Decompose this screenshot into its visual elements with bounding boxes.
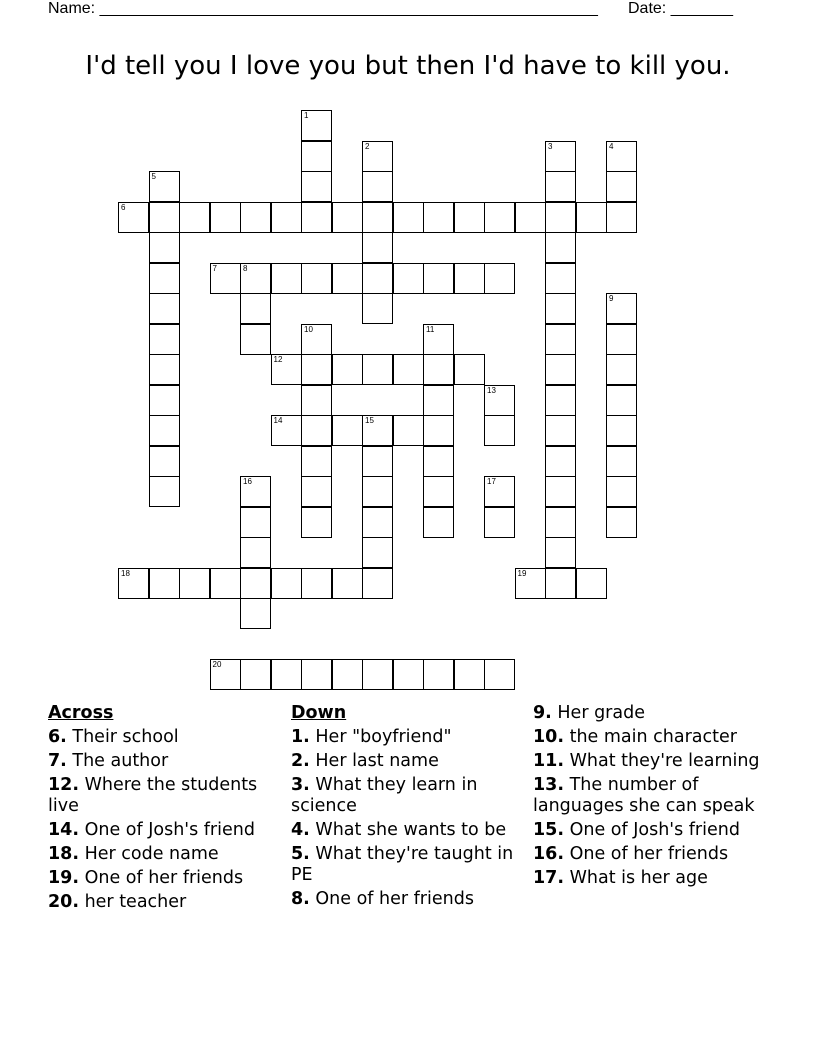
across-clue [48,844,288,865]
grid-cell[interactable] [393,415,424,446]
grid-cell[interactable] [423,263,454,294]
down-heading: Down [291,703,347,723]
clue-number: 15. [533,820,565,840]
clue-number: 11. [533,751,565,771]
grid-cell[interactable] [332,568,363,599]
cell-number: 11 [426,324,435,334]
grid-cell[interactable] [606,415,637,446]
clue-text: The number of languages she can speak [533,775,755,816]
grid-cell[interactable] [545,354,576,385]
grid-cell[interactable] [301,415,332,446]
grid-cell[interactable] [301,110,332,141]
grid-cell[interactable] [332,202,363,233]
grid-cell[interactable] [423,385,454,416]
puzzle-title: I'd tell you I love you but then I'd have to kill you. [85,51,731,81]
grid-cell[interactable] [149,415,180,446]
grid-cell[interactable] [362,354,393,385]
cell-number: 17 [487,477,496,486]
grid-cell[interactable] [423,507,454,538]
across-clue [48,892,288,913]
across-clue-list [48,727,288,913]
clue-text: Her grade [551,703,645,723]
clue-number: 10. [533,727,565,747]
grid-cell[interactable] [484,659,515,690]
grid-cell[interactable] [240,293,271,324]
grid-cell[interactable] [271,659,302,690]
down-clue [533,703,773,724]
clue-number: 5. [291,844,310,864]
cell-number: 14 [273,416,283,425]
grid-cell[interactable] [179,202,210,233]
grid-cell[interactable] [240,598,271,629]
clues-column-down-continued [533,703,773,892]
grid-cell[interactable] [210,263,241,294]
grid-cell[interactable] [545,446,576,477]
across-clue [48,775,288,817]
grid-cell[interactable] [301,263,332,294]
grid-cell[interactable] [484,415,515,446]
grid-cell[interactable] [545,171,576,202]
clue-number: 12. [48,775,80,795]
grid-cell[interactable] [423,354,454,385]
grid-cell[interactable] [484,476,515,507]
clue-text: Her last name [309,751,439,771]
clue-number: 7. [48,751,67,771]
grid-cell[interactable] [545,415,576,446]
down-clue [291,775,531,817]
grid-cell[interactable] [240,202,271,233]
grid-cell[interactable] [118,568,149,599]
clue-number: 3. [291,775,310,795]
grid-cell[interactable] [606,202,637,233]
grid-cell[interactable] [606,141,637,172]
grid-cell[interactable] [301,171,332,202]
grid-cell[interactable] [606,385,637,416]
grid-cell[interactable] [240,263,271,294]
grid-cell[interactable] [271,202,302,233]
cell-number: 20 [212,660,222,669]
cell-number: 8 [243,263,248,273]
clue-number: 4. [291,820,310,840]
grid-cell[interactable] [362,507,393,538]
down-clue [291,889,531,910]
grid-cell[interactable] [515,202,546,233]
grid-cell[interactable] [484,202,515,233]
clue-text: her teacher [79,892,187,912]
grid-cell[interactable] [454,202,485,233]
clue-text: One of Josh's friend [79,820,255,840]
cell-number: 7 [212,263,217,273]
grid-cell[interactable] [362,293,393,324]
grid-cell[interactable] [423,324,454,355]
grid-cell[interactable] [149,476,180,507]
grid-cell[interactable] [362,568,393,599]
clue-text: the main character [564,727,737,747]
grid-cell[interactable] [271,415,302,446]
grid-cell[interactable] [606,354,637,385]
grid-cell[interactable] [545,232,576,263]
grid-cell[interactable] [423,446,454,477]
grid-cell[interactable] [576,568,607,599]
cell-number: 15 [365,416,374,425]
grid-cell[interactable] [606,507,637,538]
cell-number: 6 [121,202,126,212]
grid-cell[interactable] [118,202,149,233]
grid-cell[interactable] [271,263,302,294]
cell-number: 4 [609,141,614,151]
cell-number: 13 [487,385,496,395]
grid-cell[interactable] [515,568,546,599]
across-clue [48,820,288,841]
grid-cell[interactable] [149,263,180,294]
grid-cell[interactable] [362,537,393,568]
grid-cell[interactable] [362,415,393,446]
down-clue [291,727,531,748]
grid-cell[interactable] [393,354,424,385]
down-clue [291,844,531,886]
grid-cell[interactable] [240,659,271,690]
grid-cell[interactable] [149,202,180,233]
grid-cell[interactable] [545,263,576,294]
down-clue [533,820,773,841]
cell-number: 18 [121,568,130,578]
grid-cell[interactable] [454,659,485,690]
grid-cell[interactable] [301,446,332,477]
grid-cell[interactable] [545,385,576,416]
grid-cell[interactable] [332,354,363,385]
cell-number: 5 [151,172,156,181]
grid-cell[interactable] [271,354,302,385]
grid-cell[interactable] [362,263,393,294]
grid-cell[interactable] [301,507,332,538]
grid-cell[interactable] [301,141,332,172]
grid-cell[interactable] [149,354,180,385]
down-clue-list-continued [533,703,773,889]
clue-number: 16. [533,844,565,864]
name-label: Name: [48,0,96,17]
grid-cell[interactable] [545,507,576,538]
grid-cell[interactable] [301,385,332,416]
clue-text: Her code name [79,844,219,864]
clue-text: Her "boyfriend" [309,727,452,747]
clue-number: 1. [291,727,310,747]
grid-cell[interactable] [576,202,607,233]
grid-cell[interactable] [149,385,180,416]
cell-number: 1 [304,111,309,120]
grid-cell[interactable] [210,202,241,233]
grid-cell[interactable] [362,171,393,202]
grid-cell[interactable] [240,568,271,599]
down-clue [291,820,531,841]
grid-cell[interactable] [240,324,271,355]
grid-cell[interactable] [332,263,363,294]
down-clue [533,775,773,817]
grid-cell[interactable] [301,324,332,355]
grid-cell[interactable] [362,141,393,172]
clues-column-across [48,703,288,916]
grid-cell[interactable] [606,446,637,477]
grid-cell[interactable] [240,537,271,568]
grid-cell[interactable] [149,232,180,263]
clue-text: What they're taught in PE [291,844,514,885]
clue-number: 18. [48,844,80,864]
grid-cell[interactable] [149,446,180,477]
down-clue [533,844,773,865]
grid-cell[interactable] [423,415,454,446]
clue-text: Where the students live [48,775,258,816]
grid-cell[interactable] [545,537,576,568]
grid-cell[interactable] [423,202,454,233]
date-line: _______ [670,0,733,17]
clue-text: The author [66,751,169,771]
grid-cell[interactable] [393,202,424,233]
grid-cell[interactable] [606,324,637,355]
grid-cell[interactable] [210,659,241,690]
grid-cell[interactable] [484,385,515,416]
grid-cell[interactable] [301,354,332,385]
grid-cell[interactable] [149,568,180,599]
grid-cell[interactable] [240,476,271,507]
grid-cell[interactable] [545,293,576,324]
grid-cell[interactable] [545,141,576,172]
grid-cell[interactable] [545,568,576,599]
across-clue [48,727,288,748]
down-clue [533,751,773,772]
grid-cell[interactable] [362,232,393,263]
grid-cell[interactable] [240,507,271,538]
cell-number: 16 [243,477,252,486]
down-clue [291,751,531,772]
cell-number: 10 [304,324,313,334]
clue-text: One of Josh's friend [564,820,740,840]
grid-cell[interactable] [545,324,576,355]
grid-cell[interactable] [484,263,515,294]
clue-number: 2. [291,751,310,771]
cell-number: 9 [609,294,614,303]
grid-cell[interactable] [606,293,637,324]
clue-number: 9. [533,703,552,723]
across-clue [48,868,288,889]
clue-number: 20. [48,892,80,912]
grid-cell[interactable] [301,659,332,690]
grid-cell[interactable] [362,659,393,690]
grid-cell[interactable] [301,476,332,507]
grid-cell[interactable] [179,568,210,599]
clue-text: What they're learning [564,751,760,771]
across-heading: Across [48,703,114,723]
clue-number: 17. [533,868,565,888]
grid-cell[interactable] [545,476,576,507]
grid-cell[interactable] [454,263,485,294]
grid-cell[interactable] [301,568,332,599]
clue-text: One of her friends [79,868,244,888]
clue-number: 19. [48,868,80,888]
grid-cell[interactable] [606,476,637,507]
clue-text: One of her friends [564,844,729,864]
down-clue [533,868,773,889]
date-label: Date: [628,0,667,17]
clue-number: 14. [48,820,80,840]
clue-text: Their school [66,727,179,747]
down-clue-list [291,727,531,910]
name-line: ________________________________________________________ [99,0,598,17]
grid-cell[interactable] [362,202,393,233]
grid-cell[interactable] [210,568,241,599]
grid-cell[interactable] [393,659,424,690]
grid-cell[interactable] [606,171,637,202]
grid-cell[interactable] [301,202,332,233]
clue-text: What she wants to be [309,820,507,840]
grid-cell[interactable] [362,446,393,477]
grid-cell[interactable] [454,354,485,385]
cell-number: 19 [517,568,527,578]
grid-cell[interactable] [484,507,515,538]
clue-text: What is her age [564,868,708,888]
down-clue [533,727,773,748]
grid-cell[interactable] [545,202,576,233]
grid-cell[interactable] [362,476,393,507]
clue-text: What they learn in science [291,775,478,816]
grid-cell[interactable] [332,415,363,446]
grid-cell[interactable] [393,263,424,294]
grid-cell[interactable] [332,659,363,690]
cell-number: 2 [365,141,370,151]
clue-number: 6. [48,727,67,747]
grid-cell[interactable] [271,568,302,599]
cell-number: 3 [548,141,553,151]
cell-number: 12 [273,355,283,364]
across-clue [48,751,288,772]
grid-cell[interactable] [149,171,180,202]
grid-cell[interactable] [149,293,180,324]
clue-text: One of her friends [309,889,474,909]
clue-number: 8. [291,889,310,909]
grid-cell[interactable] [423,659,454,690]
grid-cell[interactable] [423,476,454,507]
clue-number: 13. [533,775,565,795]
clues-column-down [291,703,531,913]
grid-cell[interactable] [149,324,180,355]
